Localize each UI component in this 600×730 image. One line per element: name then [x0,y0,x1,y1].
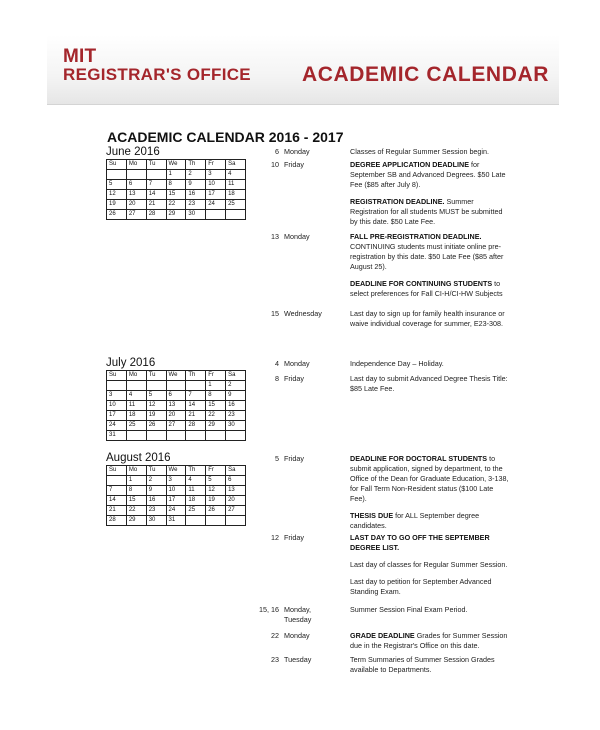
calendar-week-row [107,486,246,496]
day-cell: 7 [146,180,166,190]
day-cell: 27 [126,210,146,220]
day-cell: 3 [107,391,127,401]
calendar-week-row [107,381,246,391]
calendar-weekday-row [107,466,246,476]
event-emphasis: FALL PRE-REGISTRATION DEADLINE. [350,232,482,241]
event-description [350,631,510,651]
day-cell: 1 [166,170,186,180]
day-cell [186,516,206,526]
day-cell: 19 [206,496,226,506]
weekday-cell: Su [107,466,127,476]
day-cell: 31 [107,431,127,441]
day-cell: 28 [107,516,127,526]
day-cell: 16 [146,496,166,506]
event-weekday: Friday [284,160,304,169]
calendar-month-title: June 2016 [106,146,160,158]
day-cell: 10 [166,486,186,496]
logo-line-mit: MIT [63,46,97,67]
event-paragraph: Last day to petition for September Advanced Standing Exam. [350,577,492,596]
mini-calendar [106,357,246,441]
day-cell: 16 [226,401,246,411]
day-cell: 14 [107,496,127,506]
day-cell [206,210,226,220]
calendar-week-row [107,421,246,431]
event-description [350,605,510,615]
day-cell: 26 [146,421,166,431]
day-cell: 2 [186,170,206,180]
day-cell: 15 [126,496,146,506]
day-cell: 29 [126,516,146,526]
day-cell [206,516,226,526]
registrar-logo [63,47,251,84]
day-cell: 5 [206,476,226,486]
event-paragraph: REGISTRATION DEADLINE. Summer Registration for all students MUST be submitted by this date. $50 Late Fee. [350,197,503,226]
event-paragraph: DEGREE APPLICATION DEADLINE for September SB and Advanced Degrees. $50 Late Fee ($85 after July 8). [350,160,506,189]
day-cell: 8 [166,180,186,190]
event-description [350,374,510,394]
day-cell: 25 [226,200,246,210]
calendar-weekday-row [107,371,246,381]
weekday-cell: Th [186,160,206,170]
day-cell [107,381,127,391]
day-cell: 12 [107,190,127,200]
event-paragraph: Independence Day – Holiday. [350,359,444,368]
event-paragraph: Term Summaries of Summer Session Grades available to Departments. [350,655,495,674]
day-cell: 11 [226,180,246,190]
calendar-week-row [107,210,246,220]
calendar-week-row [107,516,246,526]
event-paragraph: Classes of Regular Summer Session begin. [350,147,490,156]
event-date: 13 [271,232,279,241]
calendar-week-row [107,506,246,516]
banner-title: ACADEMIC CALENDAR [301,63,549,86]
event-description [350,309,510,329]
weekday-cell: Sa [226,160,246,170]
weekday-cell: Sa [226,371,246,381]
day-cell: 23 [146,506,166,516]
day-cell: 14 [146,190,166,200]
day-cell [107,476,127,486]
event-weekday: Tuesday [284,655,312,664]
calendar-week-row [107,170,246,180]
day-cell [126,381,146,391]
calendar-week-row [107,476,246,486]
event-description [350,160,510,227]
weekday-cell: Fr [206,371,226,381]
weekday-cell: Fr [206,160,226,170]
day-cell: 22 [126,506,146,516]
event-date: 4 [275,359,279,368]
day-cell: 1 [206,381,226,391]
day-cell [107,170,127,180]
day-cell: 3 [166,476,186,486]
event-weekday: Friday [284,454,304,463]
event-description [350,533,510,597]
day-cell [166,381,186,391]
day-cell: 30 [146,516,166,526]
day-cell [186,381,206,391]
event-description [350,655,510,675]
day-cell: 4 [186,476,206,486]
day-cell: 4 [226,170,246,180]
weekday-cell: Tu [146,160,166,170]
event-emphasis: LAST DAY TO GO OFF THE SEPTEMBER DEGREE LIST. [350,533,490,552]
day-cell [186,431,206,441]
event-weekday: Monday [284,359,310,368]
weekday-cell: Mo [126,371,146,381]
day-cell: 16 [186,190,206,200]
event-weekday: Monday, Tuesday [284,605,312,624]
day-cell: 4 [126,391,146,401]
day-cell: 9 [146,486,166,496]
day-cell: 30 [226,421,246,431]
day-cell: 7 [107,486,127,496]
event-date: 15 [271,309,279,318]
event-weekday: Wednesday [284,309,322,318]
day-cell: 10 [107,401,127,411]
weekday-cell: Sa [226,466,246,476]
header-banner [47,35,559,105]
weekday-cell: We [166,371,186,381]
logo-line-registrar: REGISTRAR'S OFFICE [63,65,251,84]
calendar-week-row [107,200,246,210]
event-weekday: Monday [284,631,310,640]
day-cell: 26 [206,506,226,516]
event-weekday: Friday [284,533,304,542]
weekday-cell: Fr [206,466,226,476]
day-cell [146,431,166,441]
event-paragraph: Summer Session Final Exam Period. [350,605,468,614]
day-cell [126,431,146,441]
day-cell: 21 [107,506,127,516]
day-cell: 12 [146,401,166,411]
day-cell: 20 [126,200,146,210]
event-date: 6 [275,147,279,156]
weekday-cell: Th [186,466,206,476]
day-cell: 28 [186,421,206,431]
day-cell: 19 [146,411,166,421]
day-cell: 17 [166,496,186,506]
event-emphasis: REGISTRATION DEADLINE. [350,197,445,206]
day-cell: 26 [107,210,127,220]
event-paragraph: GRADE DEADLINE Grades for Summer Session due in the Registrar's Office on this date. [350,631,508,650]
day-cell: 6 [126,180,146,190]
day-cell: 24 [166,506,186,516]
day-cell [166,431,186,441]
event-weekday: Monday [284,147,310,156]
event-date: 12 [271,533,279,542]
day-cell: 22 [166,200,186,210]
calendar-week-row [107,411,246,421]
event-date: 5 [275,454,279,463]
calendar-week-row [107,401,246,411]
mini-calendar [106,452,246,526]
page-title: ACADEMIC CALENDAR 2016 - 2017 [107,129,344,145]
event-emphasis: DEADLINE FOR DOCTORAL STUDENTS [350,454,488,463]
weekday-cell: We [166,466,186,476]
weekday-cell: Tu [146,371,166,381]
day-cell: 6 [226,476,246,486]
event-paragraph: Last day to submit Advanced Degree Thesis Title: $85 Late Fee. [350,374,508,393]
day-cell: 8 [126,486,146,496]
day-cell: 27 [226,506,246,516]
calendar-week-row [107,391,246,401]
mini-calendar [106,146,246,220]
event-paragraph: DEADLINE FOR DOCTORAL STUDENTS to submit application, signed by department, to the Office of the Dean for Graduate Education, 3-138, for Fall Term Non-Resident status ($100 Late Fee). [350,454,509,503]
weekday-cell: Th [186,371,206,381]
day-cell: 9 [186,180,206,190]
day-cell: 25 [186,506,206,516]
event-date: 8 [275,374,279,383]
day-cell: 9 [226,391,246,401]
calendar-grid [106,159,246,220]
day-cell: 23 [186,200,206,210]
day-cell: 17 [107,411,127,421]
day-cell: 5 [107,180,127,190]
event-emphasis: THESIS DUE [350,511,394,520]
day-cell: 13 [126,190,146,200]
day-cell: 13 [226,486,246,496]
day-cell: 20 [166,411,186,421]
day-cell [126,170,146,180]
calendar-month-title: August 2016 [106,452,171,464]
calendar-month-title: July 2016 [106,357,156,369]
day-cell: 15 [166,190,186,200]
day-cell: 19 [107,200,127,210]
day-cell [226,431,246,441]
event-paragraph: DEADLINE FOR CONTINUING STUDENTS to select preferences for Fall CI-H/CI-HW Subjects [350,279,503,298]
weekday-cell: Tu [146,466,166,476]
event-description [350,232,510,299]
event-paragraph: THESIS DUE for ALL September degree candidates. [350,511,480,530]
calendar-week-row [107,431,246,441]
event-description [350,454,510,531]
day-cell [206,431,226,441]
calendar-week-row [107,496,246,506]
day-cell: 10 [206,180,226,190]
day-cell: 18 [186,496,206,506]
weekday-cell: Mo [126,160,146,170]
day-cell: 11 [126,401,146,411]
event-paragraph: FALL PRE-REGISTRATION DEADLINE. CONTINUING students must initiate online pre-registration by this date. $50 Late Fee ($85 after August 25). [350,232,504,271]
event-weekday: Friday [284,374,304,383]
day-cell: 14 [186,401,206,411]
day-cell: 5 [146,391,166,401]
day-cell: 3 [206,170,226,180]
weekday-cell: We [166,160,186,170]
day-cell: 1 [126,476,146,486]
weekday-cell: Su [107,160,127,170]
day-cell: 17 [206,190,226,200]
weekday-cell: Su [107,371,127,381]
day-cell: 25 [126,421,146,431]
day-cell [146,170,166,180]
day-cell: 7 [186,391,206,401]
calendar-grid [106,370,246,441]
day-cell: 8 [206,391,226,401]
day-cell: 24 [206,200,226,210]
day-cell: 2 [146,476,166,486]
day-cell [146,381,166,391]
day-cell: 12 [206,486,226,496]
event-description [350,147,510,157]
calendar-week-row [107,190,246,200]
day-cell: 23 [226,411,246,421]
day-cell: 28 [146,210,166,220]
weekday-cell: Mo [126,466,146,476]
day-cell: 18 [126,411,146,421]
day-cell: 29 [206,421,226,431]
day-cell: 2 [226,381,246,391]
day-cell: 29 [166,210,186,220]
day-cell: 30 [186,210,206,220]
day-cell: 11 [186,486,206,496]
event-paragraph: Last day of classes for Regular Summer Session. [350,560,508,569]
day-cell: 24 [107,421,127,431]
day-cell: 15 [206,401,226,411]
calendar-week-row [107,180,246,190]
event-emphasis: DEGREE APPLICATION DEADLINE [350,160,469,169]
day-cell: 21 [146,200,166,210]
event-date: 22 [271,631,279,640]
calendar-weekday-row [107,160,246,170]
day-cell: 22 [206,411,226,421]
day-cell [226,516,246,526]
event-date: 15, 16 [259,605,279,614]
day-cell: 27 [166,421,186,431]
event-description [350,359,510,369]
day-cell: 21 [186,411,206,421]
calendar-grid [106,465,246,526]
event-emphasis: GRADE DEADLINE [350,631,415,640]
day-cell: 6 [166,391,186,401]
day-cell: 20 [226,496,246,506]
day-cell: 13 [166,401,186,411]
event-weekday: Monday [284,232,310,241]
day-cell: 31 [166,516,186,526]
event-date: 10 [271,160,279,169]
day-cell: 18 [226,190,246,200]
event-paragraph: Last day to sign up for family health insurance or waive individual coverage for summer, E23-308. [350,309,505,328]
event-date: 23 [271,655,279,664]
event-paragraph [350,533,510,553]
day-cell [226,210,246,220]
event-emphasis: DEADLINE FOR CONTINUING STUDENTS [350,279,493,288]
